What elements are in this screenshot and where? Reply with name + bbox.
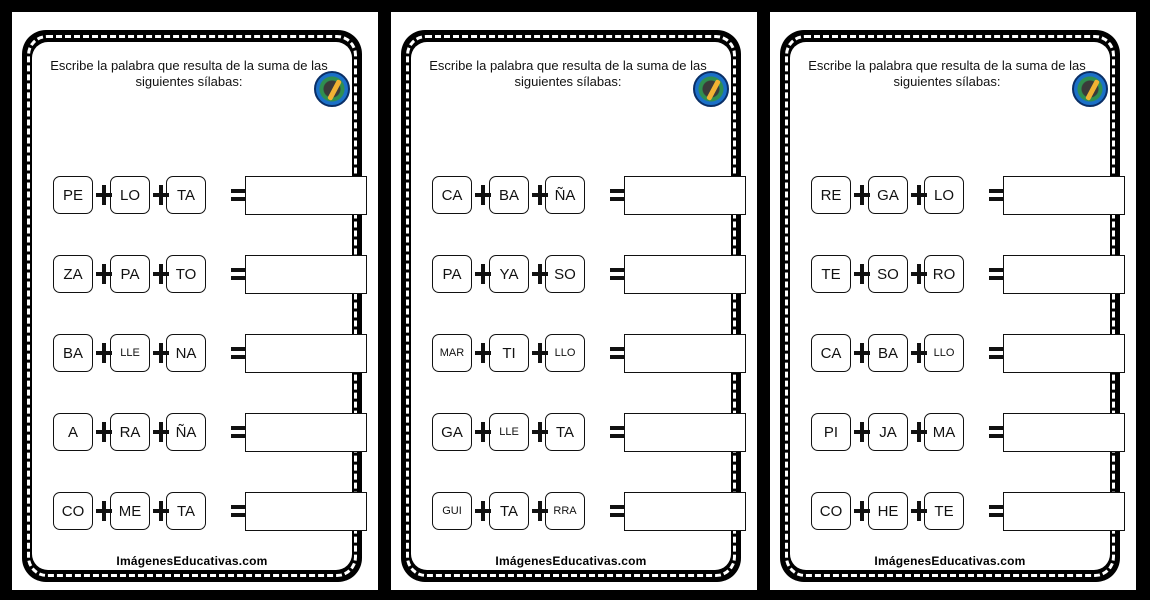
- footer-website: ImágenesEducativas.com: [116, 554, 268, 568]
- plus-icon: [911, 501, 926, 521]
- exercise-row: [32, 255, 352, 295]
- plus-icon: [475, 422, 490, 442]
- syllable-box: CA: [811, 334, 851, 372]
- syllable-box: CO: [811, 492, 851, 530]
- equals-icon: [989, 268, 1003, 281]
- answer-box[interactable]: [624, 413, 746, 452]
- syllable-box: YA: [489, 255, 529, 293]
- answer-box[interactable]: [624, 492, 746, 531]
- plus-icon: [96, 264, 111, 284]
- answer-box[interactable]: [624, 176, 746, 215]
- syllable-box: SO: [545, 255, 585, 293]
- equals-icon: [231, 189, 245, 202]
- instruction-text: Escribe la palabra que resulta de la suma de las siguientes sílabas:: [429, 58, 707, 89]
- worksheet-content: [411, 42, 731, 570]
- plus-icon: [153, 343, 168, 363]
- worksheet-card: [22, 30, 362, 582]
- plus-icon: [532, 422, 547, 442]
- worksheet-card: [401, 30, 741, 582]
- syllable-box: JA: [868, 413, 908, 451]
- answer-box[interactable]: [245, 413, 367, 452]
- syllable-box: ZA: [53, 255, 93, 293]
- plus-icon: [911, 343, 926, 363]
- syllable-box: PA: [110, 255, 150, 293]
- syllable-box: SO: [868, 255, 908, 293]
- plus-icon: [475, 264, 490, 284]
- plus-icon: [153, 264, 168, 284]
- plus-icon: [854, 343, 869, 363]
- answer-box[interactable]: [245, 334, 367, 373]
- syllable-box: LO: [110, 176, 150, 214]
- exercise-row: [411, 413, 731, 453]
- syllable-box: PI: [811, 413, 851, 451]
- school-logo-icon: [1072, 71, 1108, 107]
- syllable-box: CO: [53, 492, 93, 530]
- plus-icon: [96, 185, 111, 205]
- answer-box[interactable]: [245, 255, 367, 294]
- school-logo-icon: [314, 71, 350, 107]
- syllable-box: BA: [868, 334, 908, 372]
- syllable-box: CA: [432, 176, 472, 214]
- answer-box[interactable]: [1003, 413, 1125, 452]
- equals-icon: [989, 426, 1003, 439]
- syllable-box: TA: [166, 176, 206, 214]
- syllable-box: TO: [166, 255, 206, 293]
- syllable-box: TA: [166, 492, 206, 530]
- footer-website: ImágenesEducativas.com: [874, 554, 1026, 568]
- plus-icon: [854, 185, 869, 205]
- plus-icon: [153, 501, 168, 521]
- worksheet-sheet: [770, 12, 1136, 590]
- plus-icon: [911, 422, 926, 442]
- plus-icon: [854, 264, 869, 284]
- plus-icon: [532, 185, 547, 205]
- worksheet-sheet: [12, 12, 378, 590]
- plus-icon: [532, 264, 547, 284]
- exercise-row: [790, 334, 1110, 374]
- syllable-box: LLO: [545, 334, 585, 372]
- syllable-box: GA: [868, 176, 908, 214]
- exercise-row: [411, 492, 731, 532]
- exercise-row: [790, 413, 1110, 453]
- plus-icon: [475, 185, 490, 205]
- syllable-box: A: [53, 413, 93, 451]
- answer-box[interactable]: [1003, 334, 1125, 373]
- syllable-box: TA: [545, 413, 585, 451]
- instruction-text: Escribe la palabra que resulta de la suma de las siguientes sílabas:: [50, 58, 328, 89]
- plus-icon: [854, 422, 869, 442]
- school-logo-icon: [693, 71, 729, 107]
- answer-box[interactable]: [624, 334, 746, 373]
- syllable-box: LLE: [110, 334, 150, 372]
- syllable-box: BA: [489, 176, 529, 214]
- syllable-box: MA: [924, 413, 964, 451]
- exercise-row: [32, 492, 352, 532]
- syllable-box: RE: [811, 176, 851, 214]
- plus-icon: [96, 343, 111, 363]
- syllable-box: LLE: [489, 413, 529, 451]
- syllable-box: NA: [166, 334, 206, 372]
- syllable-box: GUI: [432, 492, 472, 530]
- syllable-box: TE: [811, 255, 851, 293]
- plus-icon: [854, 501, 869, 521]
- equals-icon: [610, 347, 624, 360]
- equals-icon: [231, 268, 245, 281]
- syllable-box: ÑA: [545, 176, 585, 214]
- equals-icon: [610, 189, 624, 202]
- exercise-row: [411, 334, 731, 374]
- syllable-box: TI: [489, 334, 529, 372]
- syllable-box: PA: [432, 255, 472, 293]
- plus-icon: [475, 343, 490, 363]
- syllable-box: RA: [110, 413, 150, 451]
- plus-icon: [911, 185, 926, 205]
- syllable-box: MAR: [432, 334, 472, 372]
- equals-icon: [231, 426, 245, 439]
- plus-icon: [532, 343, 547, 363]
- answer-box[interactable]: [1003, 492, 1125, 531]
- exercise-row: [790, 255, 1110, 295]
- answer-box[interactable]: [624, 255, 746, 294]
- equals-icon: [989, 347, 1003, 360]
- answer-box[interactable]: [1003, 255, 1125, 294]
- syllable-box: BA: [53, 334, 93, 372]
- answer-box[interactable]: [245, 176, 367, 215]
- equals-icon: [610, 426, 624, 439]
- footer-website: ImágenesEducativas.com: [495, 554, 647, 568]
- equals-icon: [610, 268, 624, 281]
- equals-icon: [989, 189, 1003, 202]
- syllable-box: TE: [924, 492, 964, 530]
- answer-box[interactable]: [245, 492, 367, 531]
- plus-icon: [96, 501, 111, 521]
- syllable-box: RO: [924, 255, 964, 293]
- exercise-row: [32, 334, 352, 374]
- equals-icon: [989, 505, 1003, 518]
- exercise-row: [790, 176, 1110, 216]
- syllable-box: ME: [110, 492, 150, 530]
- equals-icon: [231, 505, 245, 518]
- plus-icon: [532, 501, 547, 521]
- plus-icon: [153, 422, 168, 442]
- worksheet-content: [790, 42, 1110, 570]
- exercise-row: [411, 176, 731, 216]
- exercise-row: [32, 413, 352, 453]
- plus-icon: [153, 185, 168, 205]
- plus-icon: [96, 422, 111, 442]
- exercise-row: [32, 176, 352, 216]
- syllable-box: ÑA: [166, 413, 206, 451]
- equals-icon: [231, 347, 245, 360]
- syllable-box: RRA: [545, 492, 585, 530]
- plus-icon: [475, 501, 490, 521]
- worksheet-sheet: [391, 12, 757, 590]
- worksheet-content: [32, 42, 352, 570]
- syllable-box: LO: [924, 176, 964, 214]
- plus-icon: [911, 264, 926, 284]
- syllable-box: LLO: [924, 334, 964, 372]
- syllable-box: PE: [53, 176, 93, 214]
- exercise-row: [411, 255, 731, 295]
- syllable-box: TA: [489, 492, 529, 530]
- answer-box[interactable]: [1003, 176, 1125, 215]
- exercise-row: [790, 492, 1110, 532]
- syllable-box: GA: [432, 413, 472, 451]
- equals-icon: [610, 505, 624, 518]
- syllable-box: HE: [868, 492, 908, 530]
- worksheet-card: [780, 30, 1120, 582]
- instruction-text: Escribe la palabra que resulta de la suma de las siguientes sílabas:: [808, 58, 1086, 89]
